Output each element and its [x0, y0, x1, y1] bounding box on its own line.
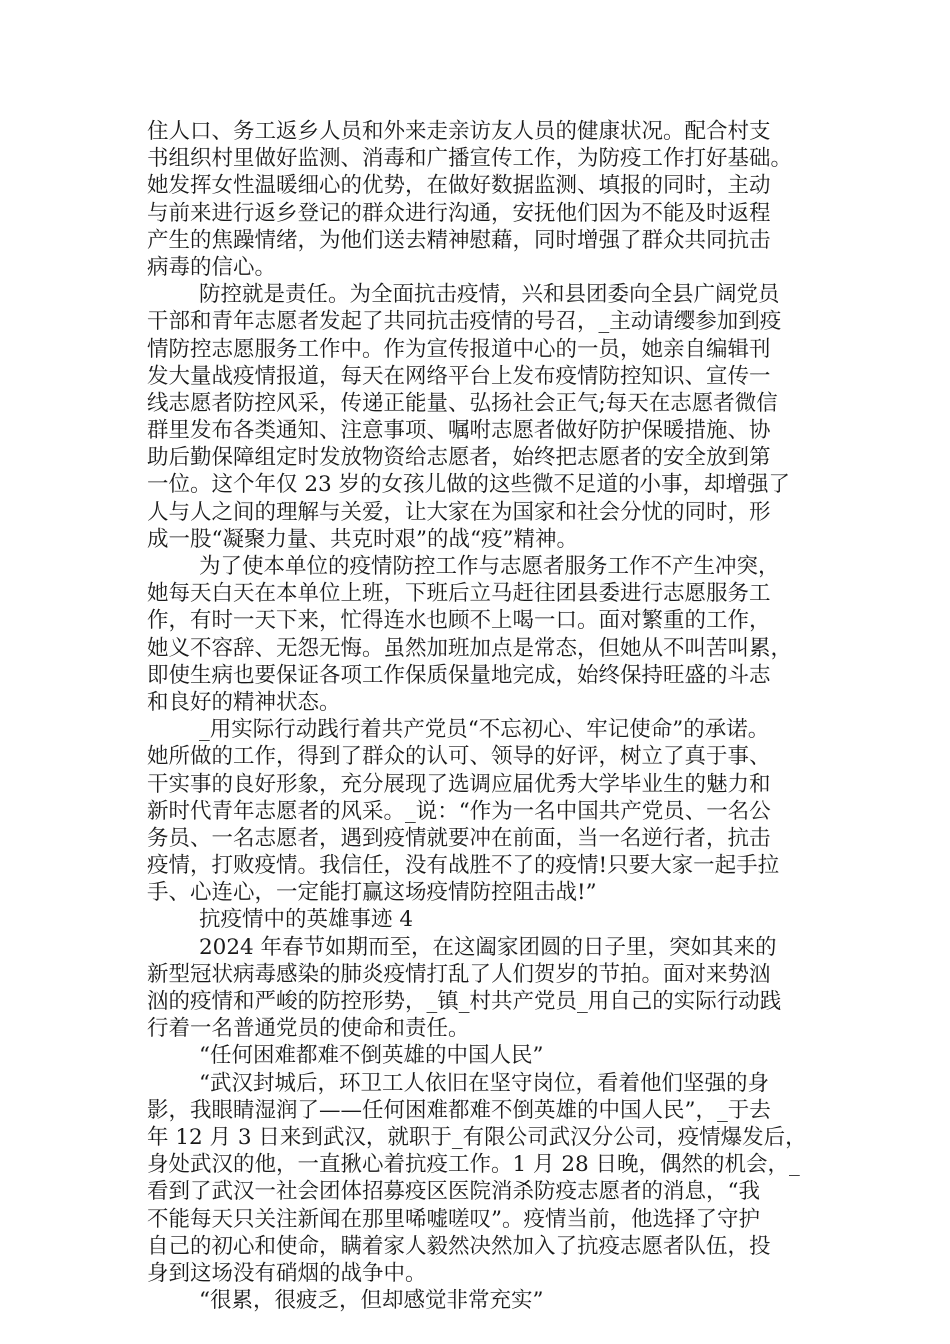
text-line: 人与人之间的理解与关爱，让大家在为国家和社会分忧的同时，形 — [147, 499, 771, 525]
text-line: “武汉封城后，环卫工人依旧在坚守岗位，看着他们坚强的身 — [199, 1070, 769, 1096]
text-line: 自己的初心和使命，瞒着家人毅然决然加入了抗疫志愿者队伍，投 — [147, 1233, 771, 1259]
text-line: 情防控志愿服务工作中。作为宣传报道中心的一员，她亲自编辑刊 — [147, 336, 771, 362]
text-line: 行着一名普通党员的使命和责任。 — [147, 1016, 470, 1042]
text-line: 一位。这个年仅 23 岁的女孩儿做的这些微不足道的小事，却增强了 — [147, 472, 791, 498]
text-line: 身处武汉的他，一直揪心着抗疫工作。1 月 28 日晚，偶然的机会，_ — [147, 1152, 800, 1178]
text-line: 线志愿者防控风采，传递正能量、弘扬社会正气;每天在志愿者微信 — [147, 390, 778, 416]
text-line: 新时代青年志愿者的风采。_说：“作为一名中国共产党员、一名公 — [147, 798, 771, 824]
text-line: 不能每天只关注新闻在那里唏嘘嗟叹”。疫情当前，他选择了守护 — [147, 1206, 760, 1232]
text-line: 病毒的信心。 — [147, 254, 277, 280]
text-line: 防控就是责任。为全面抗击疫情，兴和县团委向全县广阔党员 — [199, 282, 780, 308]
text-line: 助后勤保障组定时发放物资给志愿者，始终把志愿者的安全放到第 — [147, 445, 771, 471]
text-line: 年 12 月 3 日来到武汉，就职于_有限公司武汉分公司，疫情爆发后， — [147, 1124, 807, 1150]
text-line: 影，我眼睛湿润了——任何困难都难不倒英雄的中国人民”，_于去 — [147, 1097, 771, 1123]
text-line: 即使生病也要保证各项工作保质保量地完成，始终保持旺盛的斗志 — [147, 662, 771, 688]
text-line: “很累，很疲乏，但却感觉非常充实” — [199, 1288, 544, 1314]
text-line: 住人口、务工返乡人员和外来走亲访友人员的健康状况。配合村支 — [147, 119, 771, 144]
text-line: 干实事的良好形象，充分展现了选调应届优秀大学毕业生的魅力和 — [147, 771, 771, 797]
text-line: 她发挥女性温暖细心的优势，在做好数据监测、填报的同时，主动 — [147, 173, 771, 199]
text-line: 身到这场没有硝烟的战争中。 — [147, 1260, 427, 1286]
text-line: 新型冠状病毒感染的肺炎疫情打乱了人们贺岁的节拍。面对来势汹 — [147, 961, 771, 987]
text-line: 她每天白天在本单位上班，下班后立马赶往团县委进行志愿服务工 — [147, 581, 771, 607]
text-line: 群里发布各类通知、注意事项、嘱咐志愿者做好防护保暖措施、协 — [147, 418, 771, 444]
text-line: 和良好的精神状态。 — [147, 689, 341, 715]
text-line: 抗疫情中的英雄事迹 4 — [199, 907, 414, 933]
text-line: 为了使本单位的疫情防控工作与志愿者服务工作不产生冲突， — [199, 554, 780, 579]
text-line: _用实际行动践行着共产党员“不忘初心、牢记使命”的承诺。 — [199, 717, 770, 743]
text-line: 作，有时一天下来，忙得连水也顾不上喝一口。面对繁重的工作， — [147, 608, 771, 634]
text-line: 务员、一名志愿者，遇到疫情就要冲在前面，当一名逆行者，抗击 — [147, 825, 771, 851]
text-line: 成一股“凝聚力量、共克时艰”的战“疫”精神。 — [147, 526, 578, 552]
document-body — [147, 118, 837, 1314]
text-line: 书组织村里做好监测、消毒和广播宣传工作，为防疫工作打好基础。 — [147, 146, 793, 172]
text-line: 汹的疫情和严峻的防控形势，_镇_村共产党员_用自己的实际行动践 — [147, 989, 782, 1014]
text-line: 产生的焦躁情绪，为他们送去精神慰藉，同时增强了群众共同抗击 — [147, 227, 771, 253]
text-line: 她义不容辞、无怨无悔。虽然加班加点是常态，但她从不叫苦叫累， — [147, 635, 793, 661]
text-line: 手、心连心，一定能打赢这场疫情防控阻击战!” — [147, 880, 597, 906]
text-line: 疫情，打败疫情。我信任，没有战胜不了的疫情!只要大家一起手拉 — [147, 853, 780, 879]
text-line: 她所做的工作，得到了群众的认可、领导的好评，树立了真于事、 — [147, 744, 771, 770]
text-line: 干部和青年志愿者发起了共同抗击疫情的号召，_主动请缨参加到疫 — [147, 309, 782, 335]
text-line: 2024 年春节如期而至，在这阖家团圆的日子里，突如其来的 — [199, 934, 777, 960]
text-line: 与前来进行返乡登记的群众进行沟通，安抚他们因为不能及时返程 — [147, 200, 771, 226]
text-line: 发大量战疫情报道，每天在网络平台上发布疫情防控知识、宣传一 — [147, 363, 771, 389]
text-line: “任何困难都难不倒英雄的中国人民” — [199, 1043, 544, 1069]
text-line: 看到了武汉一社会团体招募疫区医院消杀防疫志愿者的消息，“我 — [147, 1179, 760, 1205]
